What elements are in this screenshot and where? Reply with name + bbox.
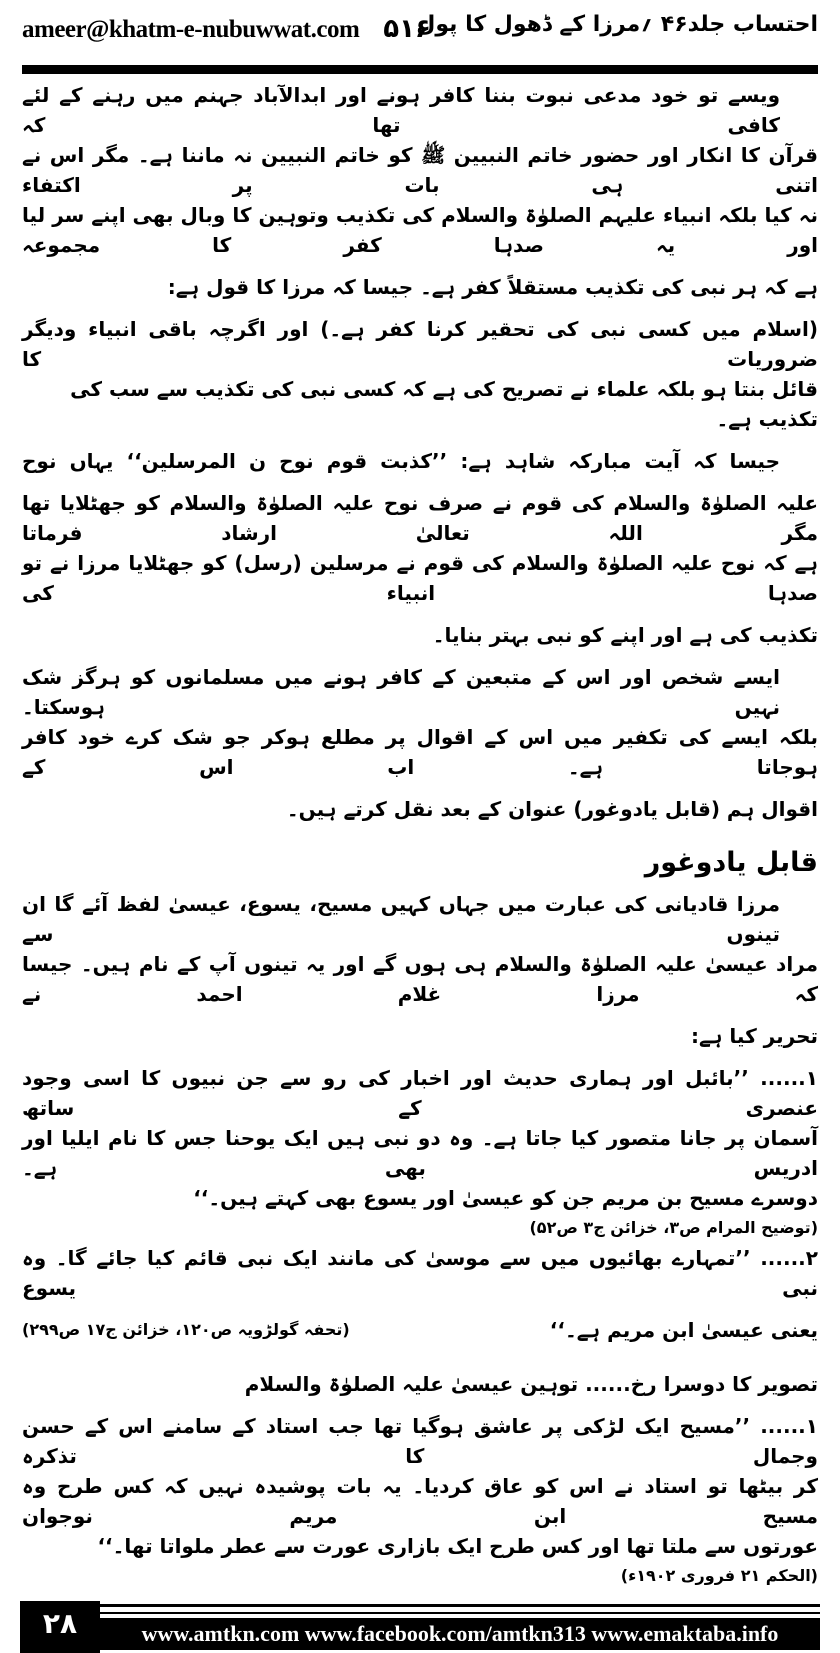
footer-links: www.amtkn.com www.facebook.com/amtkn313 www.emaktaba.info bbox=[100, 1618, 820, 1650]
text-line bbox=[22, 1063, 818, 1123]
line-text: تحریر کیا ہے: bbox=[691, 1024, 818, 1049]
header-title: احتساب جلد۴۶ ؍مرزا کے ڈھول کا پول bbox=[416, 12, 818, 37]
line-text: یعنی عیسیٰ ابن مریم ہے۔‘‘ bbox=[549, 1318, 818, 1343]
header-page-number: ۵۱۶ bbox=[383, 14, 431, 44]
citation-reference: (الحکم ۲۱ فروری ۱۹۰۲ء) bbox=[620, 1566, 818, 1586]
text-line bbox=[22, 374, 818, 434]
line-text: تصویر کا دوسرا رخ...... توہین عیسیٰ علیہ الصلوٰۃ والسلام bbox=[244, 1372, 818, 1397]
text-line bbox=[22, 1303, 818, 1357]
line-text: اقوال ہم (قابل یادوغور) عنوان کے بعد نقل کرتے ہیں۔ bbox=[286, 796, 818, 821]
footer-page-number: ۲۸ bbox=[20, 1601, 100, 1653]
page-body bbox=[22, 78, 818, 1591]
line-text: ویسے تو خود مدعی نبوت بننا کافر ہونے اور ابدالآباد جہنم میں رہنے کے لئے کافی تھا کہ bbox=[22, 83, 780, 137]
line-text: آسمان پر جانا متصور کیا جاتا ہے۔ وہ دو نبی ہیں ایک یوحنا جس کا نام ایلیا اور ادریس بھی ہے۔ bbox=[22, 1126, 818, 1181]
footer-rule bbox=[100, 1604, 820, 1607]
line-text: ۲...... ’’تمہارے بھائیوں میں سے موسیٰ کی مانند ایک نبی قائم کیا جائے گا۔ وہ نبی یسوع bbox=[22, 1246, 818, 1301]
header-rule bbox=[22, 65, 818, 74]
line-text: جیسا کہ آیت مبارکہ شاہد ہے: ’’کذبت قوم نوح ن المرسلین‘‘ یہاں نوح bbox=[22, 448, 780, 473]
line-text: (اسلام میں کسی نبی کی تحقیر کرنا کفر ہے۔) اور اگرچہ باقی انبیاء ودیگر ضروریات کا bbox=[22, 316, 818, 371]
text-line bbox=[22, 260, 818, 314]
section-heading bbox=[22, 836, 818, 890]
line-text: کر بیٹھا تو استاد نے اس کو عاق کردیا۔ یہ بات پوشیدہ نہیں کہ کس طرح وہ مسیح ابن مریم نوجوان bbox=[22, 1474, 818, 1529]
line-text: تکذیب کی ہے اور اپنے کو نبی بہتر بنایا۔ bbox=[432, 622, 818, 647]
text-line bbox=[22, 889, 818, 949]
line-text: ہے کہ ہر نبی کی تکذیب مستقلاً کفر ہے۔ جیسا کہ مرزا کا قول ہے: bbox=[167, 274, 818, 299]
header-email: ameer@khatm-e-nubuwwat.com bbox=[22, 16, 360, 43]
text-line bbox=[22, 1357, 818, 1411]
text-line bbox=[22, 1471, 818, 1531]
text-line bbox=[22, 80, 818, 140]
page-footer bbox=[0, 1601, 840, 1653]
text-line bbox=[22, 1123, 818, 1183]
text-line bbox=[22, 1411, 818, 1471]
text-line bbox=[22, 722, 818, 782]
text-line bbox=[22, 140, 818, 200]
text-line bbox=[22, 608, 818, 662]
text-line bbox=[22, 949, 818, 1009]
text-line bbox=[22, 1243, 818, 1303]
line-text: ۱...... ’’بائبل اور ہماری حدیث اور اخبار کی رو سے جن نبیوں کا اسی وجود عنصری کے ساتھ bbox=[22, 1066, 818, 1121]
text-line bbox=[22, 1183, 818, 1243]
line-text: بلکہ ایسے کی تکفیر میں اس کے اقوال پر مطلع ہوکر جو شک کرے خود کافر ہوجاتا ہے۔ اب اس کے bbox=[22, 724, 818, 779]
line-text: مرزا قادیانی کی عبارت میں جہاں کہیں مسیح، یسوع، عیسیٰ لفظ آئے گا ان تینوں سے bbox=[22, 892, 780, 947]
line-text: قابل یادوغور bbox=[644, 846, 818, 878]
header-left-group bbox=[22, 14, 431, 44]
text-line bbox=[22, 434, 818, 488]
text-line bbox=[22, 1531, 818, 1591]
citation-reference: (توضیح المرام ص۳، خزائن ج۳ ص۵۲) bbox=[529, 1218, 818, 1238]
text-line bbox=[22, 782, 818, 836]
line-text: مراد عیسیٰ علیہ الصلوٰۃ والسلام ہی ہوں گے اور یہ تینوں آپ کے نام ہیں۔ جیسا کہ مرزا غلام احمد نے bbox=[22, 952, 818, 1007]
citation-reference: (تحفہ گولڑویہ ص۱۲۰، خزائن ج۱۷ ص۲۹۹) bbox=[22, 1320, 350, 1340]
line-text: ایسے شخص اور اس کے متبعین کے کافر ہونے میں مسلمانوں کو ہرگز شک نہیں ہوسکتا۔ bbox=[22, 664, 780, 719]
text-line bbox=[22, 548, 818, 608]
line-text: ہے کہ نوح علیہ الصلوٰۃ والسلام کی قوم نے مرسلین (رسل) کو جھٹلایا مرزا نے تو صدہا انبیاء کی bbox=[22, 550, 818, 605]
footer-rule bbox=[100, 1612, 820, 1614]
text-line bbox=[22, 488, 818, 548]
line-text: قائل بنتا ہو بلکہ علماء نے تصریح کی ہے کہ کسی نبی کی تکذیب سے سب کی تکذیب ہے۔ bbox=[70, 376, 818, 431]
line-text: دوسرے مسیح بن مریم جن کو عیسیٰ اور یسوع بھی کہتے ہیں۔‘‘ bbox=[193, 1186, 818, 1211]
line-text: علیہ الصلوٰۃ والسلام کی قوم نے صرف نوح علیہ الصلوٰۃ والسلام کو جھٹلایا تھا مگر اللہ تعالیٰ ارشاد فرماتا bbox=[22, 490, 818, 545]
text-line bbox=[22, 314, 818, 374]
line-text: عورتوں سے ملتا تھا اور کس طرح ایک بازاری عورت سے عطر ملواتا تھا۔‘‘ bbox=[97, 1534, 818, 1559]
text-line bbox=[22, 662, 818, 722]
text-line bbox=[22, 200, 818, 260]
page-header bbox=[0, 0, 840, 78]
line-text: نہ کیا بلکہ انبیاء علیہم الصلوٰۃ والسلام کی تکذیب وتوہین کا وبال بھی اپنے سر لیا اور یہ صدہا کفر کا مجموعہ bbox=[22, 203, 818, 257]
line-text: ۱...... ’’مسیح ایک لڑکی پر عاشق ہوگیا تھا جب استاد کے سامنے اس کے حسن وجمال کا تذکرہ bbox=[22, 1414, 818, 1469]
text-line bbox=[22, 1009, 818, 1063]
line-text: قرآن کا انکار اور حضور خاتم النبیین ﷺ کو خاتم النبیین نہ ماننا ہے۔ مگر اس نے اتنی ہی بات پر اکتفاء bbox=[22, 143, 818, 197]
